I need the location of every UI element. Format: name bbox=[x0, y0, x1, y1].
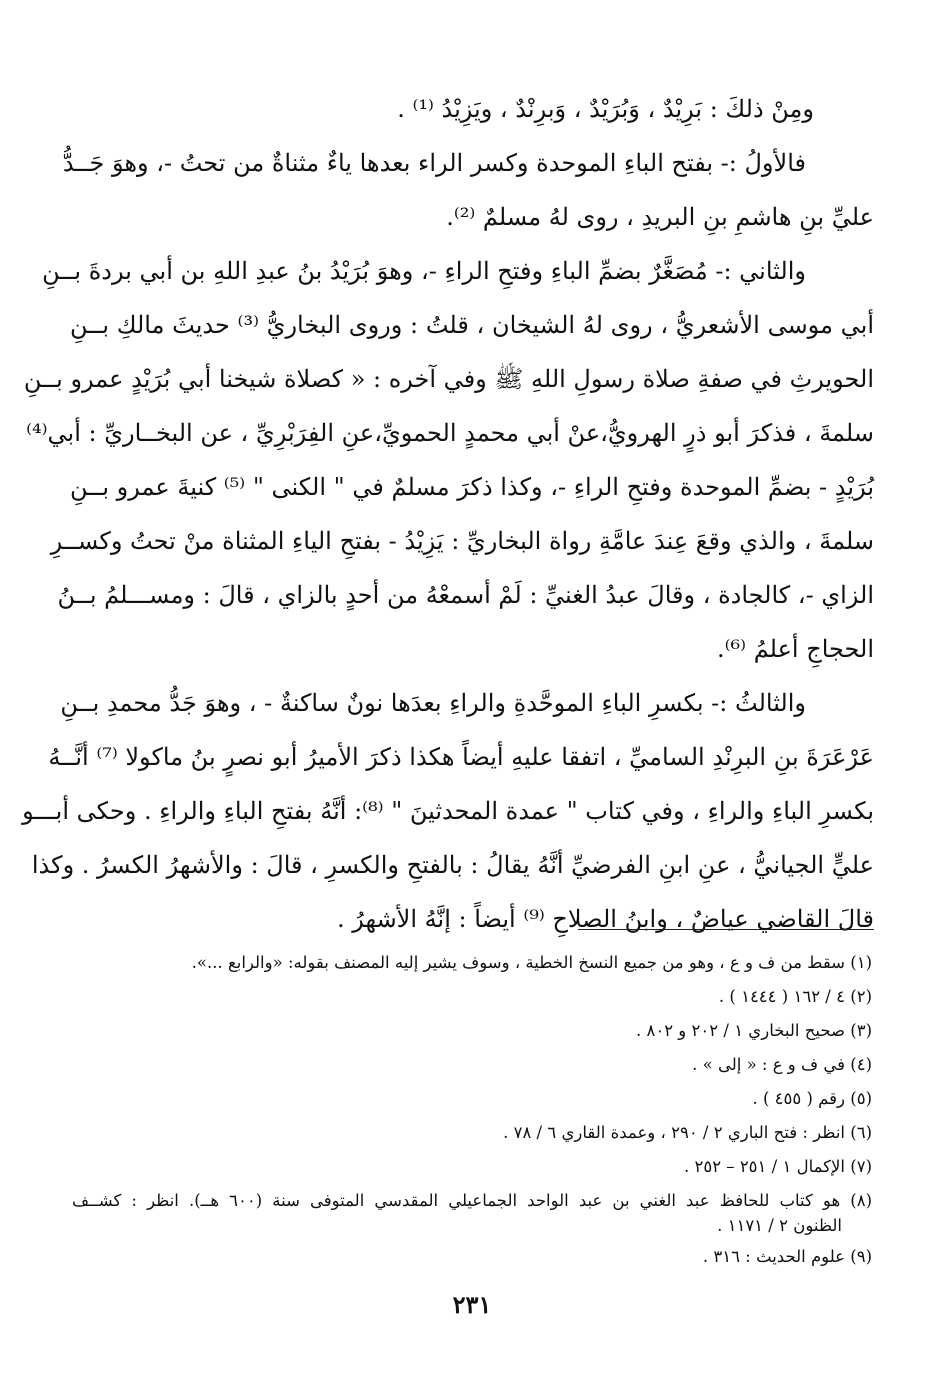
text-line: عليِّ بنِ هاشمِ بنِ البريدِ ، روى لهُ مسلمٌ ⁽²⁾. bbox=[446, 203, 874, 231]
text-line: ومِنْ ذلكَ : بَرِيْدٌ ، وَبُرَيْدٌ ، وَبرِنْدٌ ، ويَزِيْدُ ⁽¹⁾ . bbox=[397, 95, 814, 123]
footnote: (١) سقط من ف و ع ، وهو من جميع النسخ الخطية ، وسوف يشير إليه المصنف بقوله: «والرابع ...». bbox=[191, 953, 872, 972]
page-number: ٢٣١ bbox=[452, 1290, 492, 1319]
footnote: (٥) رقم ( ٤٥٥ ) . bbox=[752, 1089, 872, 1108]
footnote: (٢) ٤ / ١٦٢ ( ١٤٤٤ ) . bbox=[718, 987, 872, 1006]
footnote: (٨) هو كتاب للحافظ عبد الغني بن عبد الواحد الجماعيلي المقدسي المتوفى سنة (٦٠٠ هــ). انظر : كشــف bbox=[72, 1191, 872, 1210]
text-line: عليٍّ الجيانيُّ ، عنِ ابنِ الفرضيِّ أنَّهُ يقالُ : بالفتحِ والكسرِ ، قالَ : والأشهرُ الكسرُ . وكذا bbox=[31, 851, 874, 879]
footnote: (٩) علوم الحديث : ٣١٦ . bbox=[702, 1247, 872, 1266]
text-line: عَرْعَرَةَ بنِ البرِنْدِ الساميِّ ، اتفقا عليهِ أيضاً هكذا ذكرَ الأميرُ أبو نصرٍ بنُ ماكولا ⁽⁷⁾ أنَّــهُ bbox=[48, 743, 874, 771]
text-line: سلمةَ ، فذكرَ أبو ذرٍ الهرويُّ،عنْ أبي محمدٍ الحمويِّ،عنِ الفِرَبْرِيِّ ، عن البخــاريِّ : أبي⁽⁴⁾ bbox=[26, 419, 874, 447]
text-line: والثالثُ :- بكسرِ الباءِ الموحَّدةِ والراءِ بعدَها نونٌ ساكنةٌ - ، وهوَ جَدُّ محمدِ بــنِ bbox=[60, 689, 806, 717]
text-line: قالَ القاضي عياضٌ ، وابنُ الصلاحِ ⁽⁹⁾ أيضاً : إنَّهُ الأشهرُ . bbox=[337, 905, 874, 933]
footnote: (٤) في ف و ع : « إلى » . bbox=[692, 1055, 872, 1074]
text-line: أبي موسى الأشعريُّ ، روى لهُ الشيخان ، قلتُ : وروى البخاريُّ ⁽³⁾ حديثَ مالكِ بــنِ bbox=[70, 311, 874, 339]
footnotes bbox=[72, 946, 872, 1274]
text-line: بُرَيْدٍ - بضمِّ الموحدة وفتحِ الراءِ -، وكذا ذكرَ مسلمٌ في " الكنى " ⁽⁵⁾ كنيةَ عمرو بــنِ bbox=[70, 473, 874, 501]
text-line: سلمةَ ، والذي وقعَ عِندَ عامَّةِ رواة البخاريِّ : يَزِيْدُ - بفتحِ الياءِ المثناة منْ تحتُ وكســرِ bbox=[50, 527, 874, 555]
footnote: (٣) صحيح البخاري ١ / ٢٠٢ و ٨٠٢ . bbox=[635, 1021, 872, 1040]
main-text bbox=[22, 82, 874, 946]
footnote-continuation: الظنون ٢ / ١١٧١ . bbox=[717, 1216, 842, 1235]
text-line: الزاي -، كالجادة ، وقالَ عبدُ الغنيِّ : لَمْ أسمعْهُ من أحدٍ بالزاي ، قالَ : ومســـلمُ بــنُ bbox=[57, 581, 874, 609]
text-line: الحجاجِ أعلمُ ⁽⁶⁾. bbox=[717, 635, 874, 663]
footnote-divider bbox=[578, 929, 874, 930]
footnote: (٧) الإكمال ١ / ٢٥١ – ٢٥٢ . bbox=[683, 1157, 872, 1176]
text-line: بكسرِ الباءِ والراءِ ، وفي كتاب " عمدة المحدثينَ " ⁽⁸⁾: أنَّهُ بفتحِ الباءِ والراءِ . وحكى أبـــو bbox=[22, 797, 874, 825]
text-line: والثاني :- مُصَغَّرٌ بضمِّ الباءِ وفتحِ الراءِ -، وهوَ بُرَيْدُ بنُ عبدِ اللهِ بن أبي بردةَ بــنِ bbox=[42, 257, 806, 285]
footnote: (٦) انظر : فتح الباري ٢ / ٢٩٠ ، وعمدة القاري ٦ / ٧٨ . bbox=[503, 1123, 872, 1142]
text-line: الحويرثِ في صفةِ صلاة رسولِ اللهِ ﷺ وفي آخره : « كصلاة شيخنا أبي بُرَيْدٍ عمرو بــنِ bbox=[23, 365, 874, 393]
text-line: فالأولُ :- بفتح الباءِ الموحدة وكسر الراء بعدها ياءٌ مثناةٌ من تحتُ -، وهوَ جَــدُّ bbox=[62, 149, 806, 177]
